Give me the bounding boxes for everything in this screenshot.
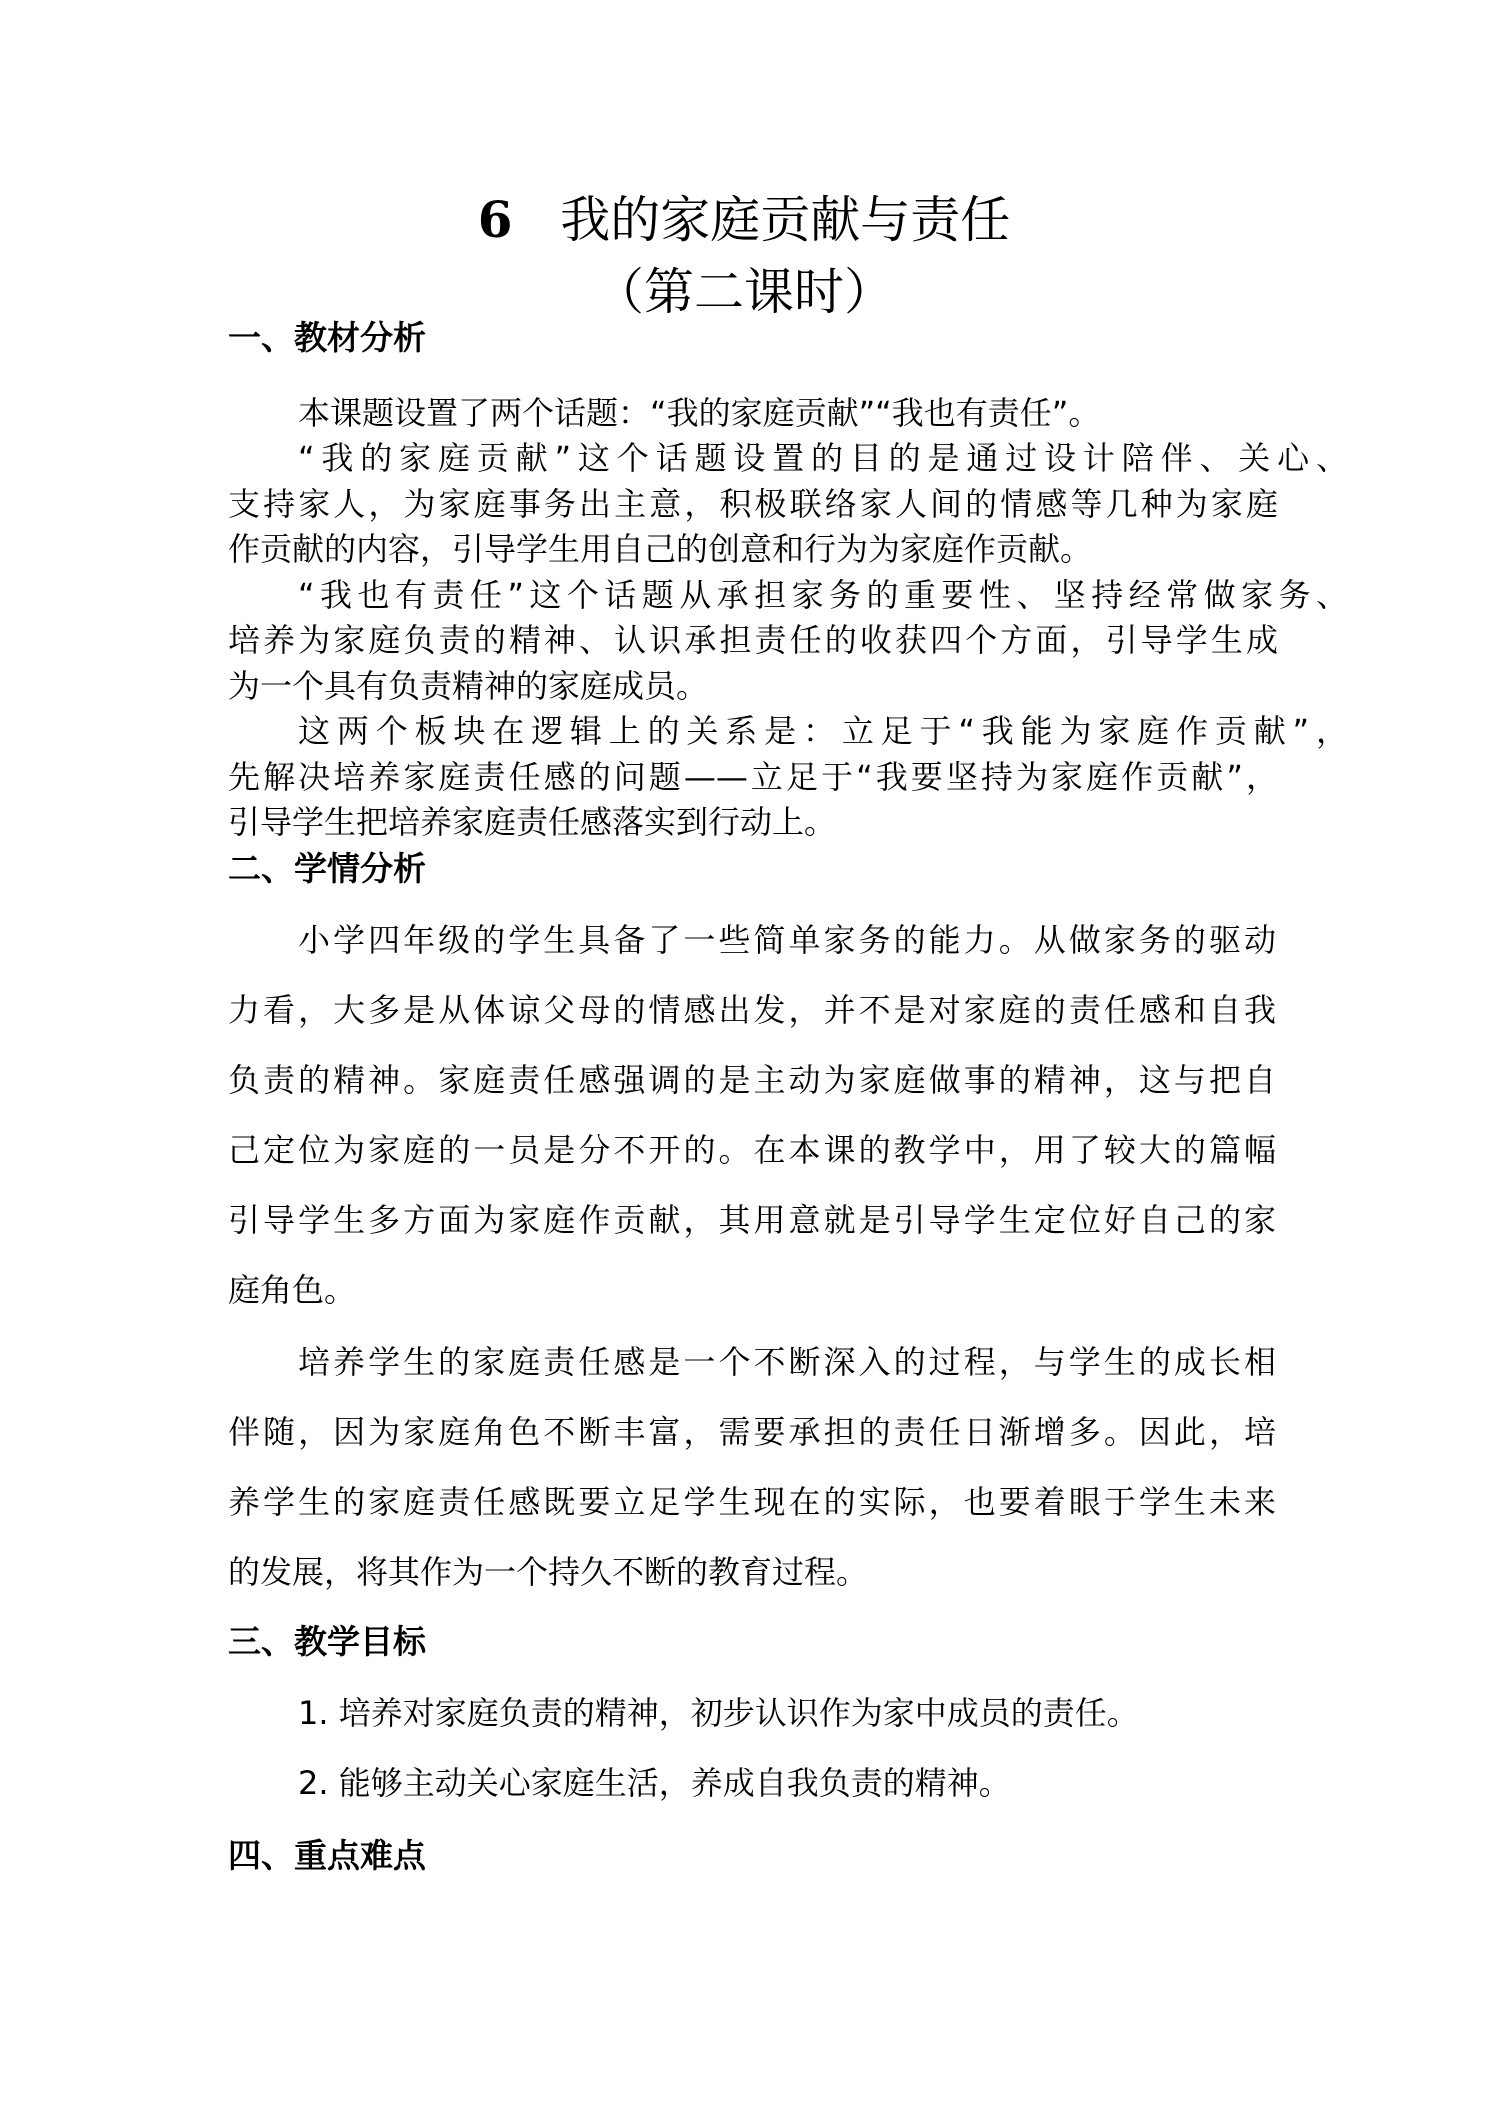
section-heading-student-analysis: 二、学情分析 [228,849,426,888]
paragraph-line: 己定位为家庭的一员是分不开的。在本课的教学中，用了较大的篇幅 [228,1131,1276,1169]
paragraph-line: 这两个板块在逻辑上的关系是：立足于“我能为家庭作贡献”， [298,712,1348,750]
paragraph-line: “我也有责任”这个话题从承担家务的重要性、坚持经常做家务、 [298,576,1348,614]
paragraph-line: 养学生的家庭责任感既要立足学生现在的实际，也要着眼于学生未来 [228,1483,1276,1521]
lesson-title: 我的家庭贡献与责任 [560,191,1011,249]
document-title [0,190,1488,250]
paragraph-line: 庭角色。 [228,1271,357,1309]
paragraph-line: 引导学生多方面为家庭作贡献，其用意就是引导学生定位好自己的家 [228,1201,1276,1239]
paragraph-line: 作贡献的内容，引导学生用自己的创意和行为为家庭作贡献。 [228,530,1093,568]
paragraph-line: 培养学生的家庭责任感是一个不断深入的过程，与学生的成长相 [298,1343,1276,1381]
paragraph-line: 培养为家庭负责的精神、认识承担责任的收获四个方面，引导学生成 [228,621,1278,659]
section-heading-key-points: 四、重点难点 [228,1836,426,1875]
objective-item: 2. 能够主动关心家庭生活，养成自我负责的精神。 [298,1764,1011,1802]
objective-item: 1. 培养对家庭负责的精神，初步认识作为家中成员的责任。 [298,1694,1139,1732]
document-subtitle: （第二课时） [594,263,894,321]
paragraph-line: 本课题设置了两个话题：“我的家庭贡献”“我也有责任”。 [298,394,1101,432]
paragraph-line: 负责的精神。家庭责任感强调的是主动为家庭做事的精神，这与把自 [228,1061,1276,1099]
paragraph-line: 支持家人，为家庭事务出主意，积极联络家人间的情感等几种为家庭 [228,485,1278,523]
section-heading-teaching-objectives: 三、教学目标 [228,1622,426,1661]
paragraph-line: 伴随，因为家庭角色不断丰富，需要承担的责任日渐增多。因此，培 [228,1413,1276,1451]
paragraph-line: 的发展，将其作为一个持久不断的教育过程。 [228,1553,869,1591]
paragraph-line: 引导学生把培养家庭责任感落实到行动上。 [228,803,837,841]
section-heading-textbook-analysis: 一、教材分析 [228,318,426,357]
paragraph-line: 小学四年级的学生具备了一些简单家务的能力。从做家务的驱动 [298,921,1276,959]
paragraph-line: “我的家庭贡献”这个话题设置的目的是通过设计陪伴、关心、 [298,439,1348,477]
paragraph-line: 为一个具有负责精神的家庭成员。 [228,667,709,705]
lesson-number: 6 [477,190,513,249]
paragraph-line: 力看，大多是从体谅父母的情感出发，并不是对家庭的责任感和自我 [228,991,1276,1029]
paragraph-line: 先解决培养家庭责任感的问题——立足于“我要坚持为家庭作贡献”， [228,758,1278,796]
